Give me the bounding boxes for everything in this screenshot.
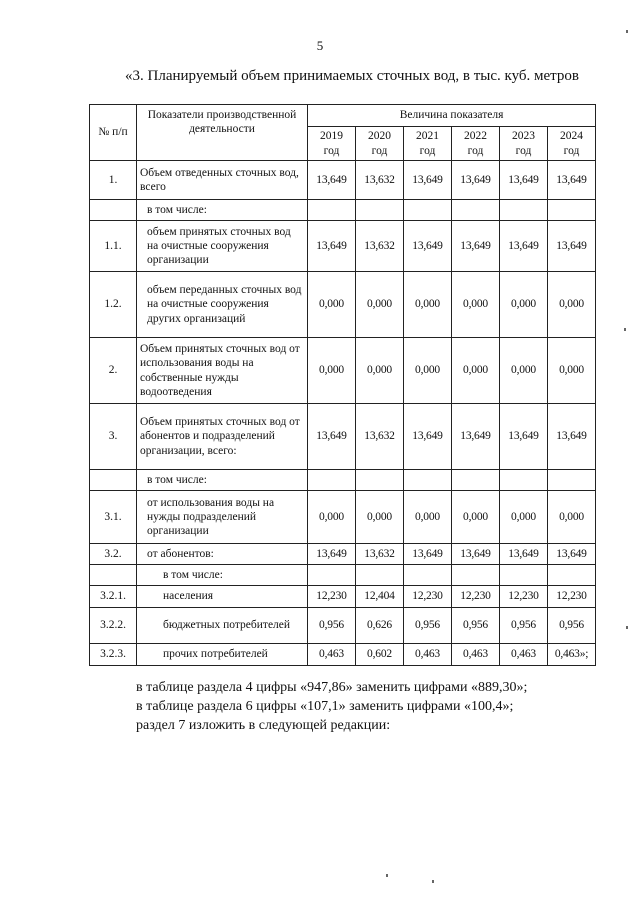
row-value: 13,649 [404, 544, 452, 565]
row-value [500, 200, 548, 221]
row-value [356, 565, 404, 586]
row-value: 0,000 [308, 491, 356, 544]
table-row [90, 470, 596, 491]
table-row [90, 338, 596, 404]
row-num: 3. [90, 404, 137, 470]
row-value: 13,649 [500, 161, 548, 200]
row-value [500, 565, 548, 586]
section-heading: «3. Планируемый объем принимаемых сточных вод, в тыс. куб. метров [125, 68, 579, 84]
row-value [308, 200, 356, 221]
row-value: 13,649 [308, 544, 356, 565]
row-value: 0,000 [356, 491, 404, 544]
row-value [452, 565, 500, 586]
row-value: 0,956 [404, 608, 452, 644]
row-value [356, 470, 404, 491]
row-value: 0,626 [356, 608, 404, 644]
table-row [90, 491, 596, 544]
post-table-text [136, 678, 527, 735]
row-value: 13,649 [548, 161, 596, 200]
row-value: 0,000 [548, 272, 596, 338]
table-row [90, 565, 596, 586]
row-value: 13,649 [452, 161, 500, 200]
row-value: 0,463 [308, 644, 356, 666]
paragraph: в таблице раздела 6 цифры «107,1» заменить цифрами «100,4»; [136, 699, 514, 714]
row-name: населения [137, 586, 308, 608]
row-num [90, 565, 137, 586]
table-row [90, 644, 596, 666]
row-value: 13,649 [452, 221, 500, 272]
row-value: 0,000 [452, 491, 500, 544]
table-row [90, 608, 596, 644]
row-name: объем переданных сточных вод на очистные сооружения других организаций [137, 272, 308, 338]
header-year: 2019 год [308, 127, 356, 161]
row-value [404, 470, 452, 491]
row-value [308, 565, 356, 586]
row-value: 13,649 [404, 161, 452, 200]
row-value: 0,000 [356, 272, 404, 338]
header-value-group: Величина показателя [308, 105, 596, 127]
row-num: 3.2.1. [90, 586, 137, 608]
row-value: 0,463»; [548, 644, 596, 666]
paragraph: в таблице раздела 4 цифры «947,86» заменить цифрами «889,30»; [136, 680, 528, 695]
row-num: 1.1. [90, 221, 137, 272]
row-value: 13,649 [548, 404, 596, 470]
row-value [308, 470, 356, 491]
row-num: 3.2. [90, 544, 137, 565]
row-value: 0,602 [356, 644, 404, 666]
row-value: 13,632 [356, 221, 404, 272]
row-value: 13,649 [548, 544, 596, 565]
row-value [404, 565, 452, 586]
row-value: 0,463 [452, 644, 500, 666]
row-value: 0,956 [308, 608, 356, 644]
row-value: 0,000 [548, 338, 596, 404]
row-value [404, 200, 452, 221]
row-value: 0,000 [500, 338, 548, 404]
header-year: 2020 год [356, 127, 404, 161]
row-value: 12,230 [404, 586, 452, 608]
row-value [548, 470, 596, 491]
table-row [90, 161, 596, 200]
row-value: 13,649 [500, 404, 548, 470]
row-value: 0,956 [500, 608, 548, 644]
row-value: 12,404 [356, 586, 404, 608]
paragraph: раздел 7 изложить в следующей редакции: [136, 718, 391, 733]
row-name: в том числе: [137, 470, 308, 491]
row-value: 0,956 [452, 608, 500, 644]
row-value: 0,000 [500, 272, 548, 338]
header-year: 2023 год [500, 127, 548, 161]
header-indicators: Показатели производственной деятельности [137, 105, 308, 161]
row-value: 13,649 [548, 221, 596, 272]
row-name: Объем принятых сточных вод от использования воды на собственные нужды водоотведения [137, 338, 308, 404]
row-name: от использования воды на нужды подразделений организации [137, 491, 308, 544]
row-value: 0,000 [308, 272, 356, 338]
row-name: в том числе: [137, 565, 308, 586]
row-value: 13,632 [356, 404, 404, 470]
header-year: 2024 год [548, 127, 596, 161]
row-value: 12,230 [548, 586, 596, 608]
table-row [90, 586, 596, 608]
row-value: 12,230 [308, 586, 356, 608]
row-value: 13,649 [500, 544, 548, 565]
scan-speck [626, 30, 628, 33]
row-name: прочих потребителей [137, 644, 308, 666]
row-value: 13,632 [356, 161, 404, 200]
row-name: бюджетных потребителей [137, 608, 308, 644]
wastewater-volume-table [89, 104, 596, 666]
row-value: 0,000 [404, 491, 452, 544]
header-year: 2021 год [404, 127, 452, 161]
row-value [452, 470, 500, 491]
row-value [548, 200, 596, 221]
row-value: 0,000 [500, 491, 548, 544]
header-year: 2022 год [452, 127, 500, 161]
row-value: 0,956 [548, 608, 596, 644]
row-value: 13,649 [452, 404, 500, 470]
row-value: 13,649 [308, 404, 356, 470]
header-num: № п/п [90, 105, 137, 161]
row-value [500, 470, 548, 491]
table-row [90, 404, 596, 470]
row-num: 3.1. [90, 491, 137, 544]
row-value: 13,649 [308, 161, 356, 200]
row-value: 13,649 [404, 221, 452, 272]
row-value: 0,000 [452, 272, 500, 338]
row-value: 0,463 [500, 644, 548, 666]
scan-speck [386, 874, 388, 877]
scan-speck [626, 626, 628, 629]
row-value [356, 200, 404, 221]
row-name: в том числе: [137, 200, 308, 221]
row-value: 0,000 [452, 338, 500, 404]
row-value [452, 200, 500, 221]
row-value: 0,000 [404, 272, 452, 338]
row-num [90, 200, 137, 221]
row-value [548, 565, 596, 586]
table-row [90, 200, 596, 221]
row-num: 1. [90, 161, 137, 200]
row-name: от абонентов: [137, 544, 308, 565]
row-num: 3.2.3. [90, 644, 137, 666]
scan-speck [432, 880, 434, 883]
table-row [90, 221, 596, 272]
row-value: 0,000 [548, 491, 596, 544]
row-value: 13,649 [308, 221, 356, 272]
row-value: 13,649 [404, 404, 452, 470]
row-value: 13,632 [356, 544, 404, 565]
row-num [90, 470, 137, 491]
row-name: Объем отведенных сточных вод, всего [137, 161, 308, 200]
table-row [90, 272, 596, 338]
row-value: 0,463 [404, 644, 452, 666]
row-value: 12,230 [452, 586, 500, 608]
row-value: 12,230 [500, 586, 548, 608]
row-name: объем принятых сточных вод на очистные сооружения организации [137, 221, 308, 272]
page-number: 5 [316, 38, 324, 53]
row-value: 13,649 [452, 544, 500, 565]
row-num: 1.2. [90, 272, 137, 338]
scan-speck [624, 328, 626, 331]
row-num: 3.2.2. [90, 608, 137, 644]
row-num: 2. [90, 338, 137, 404]
table-row [90, 544, 596, 565]
row-name: Объем принятых сточных вод от абонентов и подразделений организации, всего: [137, 404, 308, 470]
row-value: 13,649 [500, 221, 548, 272]
row-value: 0,000 [308, 338, 356, 404]
row-value: 0,000 [404, 338, 452, 404]
row-value: 0,000 [356, 338, 404, 404]
